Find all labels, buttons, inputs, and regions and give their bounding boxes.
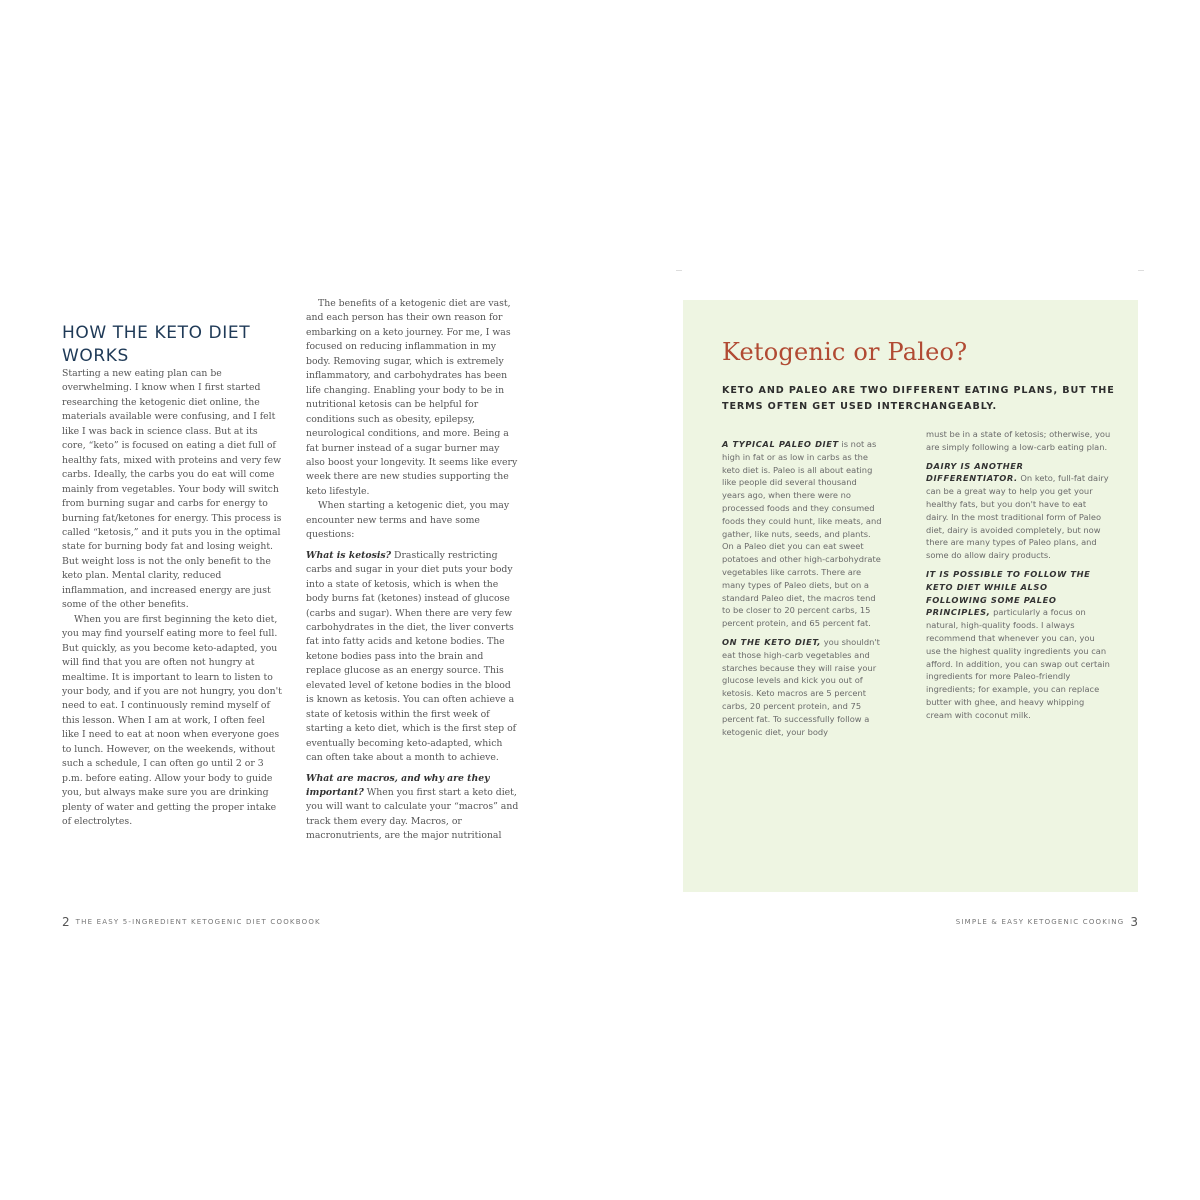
footer-left bbox=[62, 915, 321, 929]
qa-macros bbox=[306, 772, 521, 844]
page-number: 2 bbox=[62, 915, 70, 929]
paragraph bbox=[722, 438, 882, 630]
paragraph: When you are first beginning the keto diet, you may find yourself eating more to feel full. But quickly, as you become keto-adapted, you will find that you are often not hungry at mealtime. It is important to learn to listen to your body, and if you are not hungry, you don't need to eat. I continuously remind myself of this lesson. When I am at work, I often feel like I need to eat at noon when everyone goes to lunch. However, on the weekends, without such a schedule, I can often go until 2 or 3 p.m. before eating. Allow your body to guide you, but always make sure you are drinking plenty of water and getting the proper intake of electrolytes. bbox=[62, 613, 282, 828]
answer-macros: When you first start a keto diet, you will want to calculate your “macros” and track them every day. Macros, or macronutrients, are the major nutritional bbox=[306, 786, 519, 842]
section-heading: HOW THE KETO DIET WORKS bbox=[62, 323, 251, 367]
sidebar-box bbox=[683, 300, 1138, 892]
lead-in: A TYPICAL PALEO DIET bbox=[722, 439, 839, 449]
sidebar-subtitle: KETO AND PALEO ARE TWO DIFFERENT EATING PLANS, BUT THE TERMS OFTEN GET USED INTERCHANGEABLY. bbox=[722, 385, 1115, 412]
paragraph bbox=[926, 460, 1111, 562]
sidebar-column-b bbox=[926, 428, 1111, 728]
left-column-b bbox=[306, 297, 521, 844]
paragraph bbox=[926, 568, 1111, 722]
sidebar-title: Ketogenic or Paleo? bbox=[722, 338, 968, 366]
paragraph: must be in a state of ketosis; otherwise, you are simply following a low-carb eating plan. bbox=[926, 429, 1111, 452]
question-ketosis: What is ketosis? bbox=[306, 549, 392, 561]
paragraph: Starting a new eating plan can be overwhelming. I know when I first started researching the ketogenic diet online, the materials available were confusing, and I felt like I was back in science class. But at its core, “keto” is focused on eating a diet full of healthy fats, mixed with proteins and very few carbs. Ideally, the carbs you do eat will come mainly from vegetables. Your body will switch from burning sugar and carbs for energy to burning fat/ketones for energy. This process is called “ketosis,” and it puts you in the optimal state for burning body fat and losing weight. But weight loss is not the only benefit to the keto plan. Mental clarity, reduced inflammation, and increased energy are just some of the other benefits. bbox=[62, 368, 282, 611]
left-column-a bbox=[62, 367, 282, 830]
footer-right bbox=[956, 915, 1138, 929]
paragraph-text: On keto, full-fat dairy can be a great way to help you get your healthy fats, but you don't have to eat dairy. In the most traditional form of Paleo diet, dairy is avoided completely, but now there are many types of Paleo plans, and some do allow dairy products. bbox=[926, 473, 1109, 561]
sidebar-column-a bbox=[722, 438, 882, 744]
crop-mark bbox=[676, 270, 682, 271]
answer-ketosis: Drastically restricting carbs and sugar in your diet puts your body into a state of ketosis, which is when the body burns fat (ketones) instead of glucose (carbs and sugar). When there are very few carbohydrates in the diet, the liver converts fat into fatty acids and ketone bodies. The ketone bodies pass into the brain and replace glucose as an energy source. This elevated level of ketone bodies in the blood is known as ketosis. You can often achieve a state of ketosis within the first week of starting a keto diet, which is the first step of eventually becoming keto-adapted, which can often take about a month to achieve. bbox=[306, 549, 517, 764]
paragraph-text: you shouldn't eat those high-carb vegetables and starches because they will raise your glucose levels and kick you out of ketosis. Keto macros are 5 percent carbs, 20 percent protein, and 75 percent fat. To successfully follow a ketogenic diet, your body bbox=[722, 636, 880, 737]
paragraph bbox=[722, 636, 882, 738]
lead-in: ON THE KETO DIET, bbox=[722, 636, 822, 647]
paragraph: When starting a ketogenic diet, you may encounter new terms and have some questions: bbox=[306, 500, 510, 541]
crop-mark bbox=[1138, 270, 1144, 271]
qa-ketosis bbox=[306, 549, 521, 766]
running-title: SIMPLE & EASY KETOGENIC COOKING bbox=[955, 918, 1125, 926]
running-title: THE EASY 5-INGREDIENT KETOGENIC DIET COOKBOOK bbox=[75, 918, 321, 926]
lead-in: IT IS POSSIBLE TO FOLLOW THE KETO DIET WHILE ALSO FOLLOWING SOME PALEO PRINCIPLES, bbox=[926, 568, 1091, 618]
lead-in: DAIRY IS ANOTHER DIFFERENTIATOR. bbox=[926, 460, 1024, 484]
paragraph: The benefits of a ketogenic diet are vast, and each person has their own reason for embarking on a keto journey. For me, I was focused on reducing inflammation in my body. Removing sugar, which is extremely inflammatory, and carbohydrates has been life changing. Enabling your body to be in nutritional ketosis can be helpful for conditions such as obesity, epilepsy, neurological conditions, and more. Being a fat burner instead of a sugar burner may also boost your longevity. It seems like every week there are new studies supporting the keto lifestyle. bbox=[306, 298, 518, 497]
paragraph-text: is not as high in fat or as low in carbs as the keto diet is. Paleo is all about eating like people did several thousand years ago, when there were no processed foods and they consumed foods they could hunt, like meats, and gather, like nuts, seeds, and plants. On a Paleo diet you can eat sweet potatoes and other high-carbohydrate vegetables like carrots. There are many types of Paleo diets, but on a standard Paleo diet, the macros tend to be closer to 20 percent carbs, 15 percent protein, and 65 percent fat. bbox=[722, 439, 882, 629]
page-number: 3 bbox=[1130, 915, 1138, 929]
question-macros: What are macros, and why are they important? bbox=[306, 772, 490, 798]
paragraph-text: particularly a focus on natural, high-quality foods. I always recommend that whenever you can, you use the highest quality ingredients you can afford. In addition, you can swap out certain ingredients for more Paleo-friendly ingredients; for example, you can replace butter with ghee, and heavy whipping cream with coconut milk. bbox=[926, 607, 1110, 720]
